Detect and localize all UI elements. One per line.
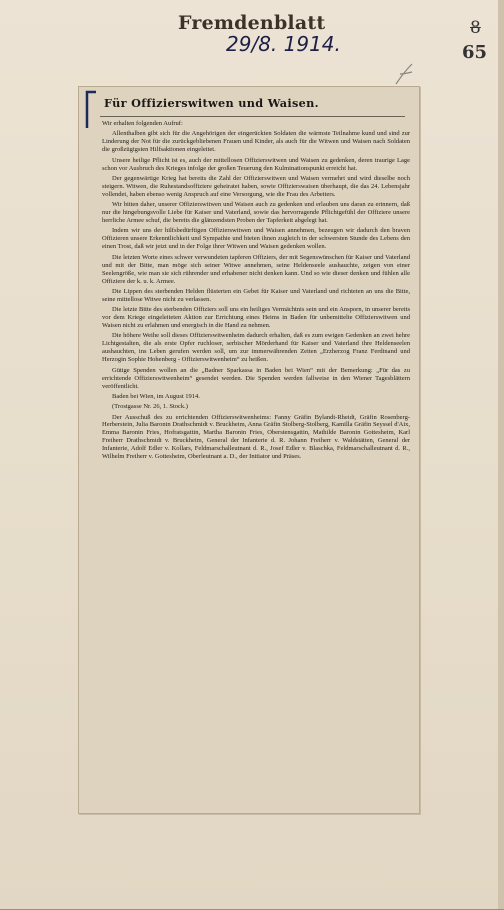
article-paragraph: Unsere heilige Pflicht ist es, auch der mittellosen Offizierswitwen und Waisen zu gedenken, deren traurige Lage schon vor Ausbruch des Krieges infolge der großen Teuerung den Kulminationspunkt erreicht hat. — [102, 156, 410, 172]
crossed-folio-number: 8 — [470, 18, 481, 38]
headline-divider — [100, 116, 405, 117]
article-paragraph: Wir erhalten folgenden Aufruf: — [102, 120, 183, 127]
page-edge — [498, 0, 504, 910]
article-body — [102, 120, 410, 464]
clipping-bracket-icon — [84, 90, 98, 130]
article-paragraph: Die höhere Weihe soll dieses Offizierswitwenheim dadurch erhalten, daß es zum ewigen Gedenken an zwei hehre Lichtgestalten, die als erste Opfer ruchloser, serbischer Mörderhand für Kaiser und Vaterland ihre Heldenseelen aushauchten, ins Leben gerufen werden soll, um zur immerwährenden Zeiten „Erzherzog Franz Ferdinand und Herzogin Sophie Hohenberg - Offizierswitwenheim“ zu heißen. — [102, 332, 410, 364]
article-paragraph: Der gegenwärtige Krieg hat bereits die Zahl der Offizierswitwen und Waisen vermehrt und wird dieselbe noch steigern. Witwen, die Ruhestandsoffiziere geheiratet haben, sowie Offizierswaisen überhaupt, die das 24. Lebensjahr vollendet, haben ebenso wenig Anspruch auf eine Versorgung, wie die Frau des Arbeiters. — [102, 174, 410, 198]
handwritten-date: 29/8. 1914. — [226, 32, 341, 56]
place-date-line: Baden bei Wien, im August 1914. — [112, 392, 200, 400]
article-paragraph: Die letzte Bitte des sterbenden Offiziers soll uns ein heiliges Vermächtnis sein und ein Ansporn, in unserer bereits vor dem Kriege eingeleiteten Aktion zur Errichtung eines Heims in Baden für unbemittelte Offizierswitwen und Waisen nicht zu erlahmen und energisch in die Hand zu nehmen. — [102, 306, 410, 330]
article-paragraph: Wir bitten daher, unserer Offizierswitwen und Waisen auch zu gedenken und erlauben uns daran zu erinnern, daß nur die hingebungsvolle Liebe für Kaiser und Vaterland, sowie das hervorragende Pflichtgefühl der Offiziere unsere herrliche Armee schuf, die bereits die glänzendsten Proben der Tapferkeit abgelegt hat. — [102, 201, 410, 225]
article-paragraph: Indem wir uns der hilfsbedürftigen Offizierswitwen und Waisen annehmen, bezeugen wir dadurch den braven Offizieren unsere Erkenntlichkeit und Sympathie und bieten ihnen zugleich in der schwersten Stunde des Lebens den einen Trost, daß wir jetzt und in der Folge ihrer Witwen und Waisen gedenken wollen. — [102, 227, 410, 251]
article-paragraph: Gütige Spenden wollen an die „Badner Sparkassa in Baden bei Wien“ mit der Bemerkung: „Für das zu errichtende Offizierswitwenheim“ gesendet werden. Die Spenden werden fallweise in den Wiener Tagesblättern veröffentlicht. — [102, 366, 410, 390]
article-paragraph: Allenthalben gibt sich für die Angehörigen der eingerückten Soldaten die wärmste Teilnahme kund und sind zur Linderung der Not für die zurückgebliebenen Frauen und Kinder, als auch für die Witwen und Waisen nach Soldaten die großzügigsten Hilfsaktionen eingeleitet. — [102, 130, 410, 154]
article-paragraph: Die Lippen des sterbenden Helden flüsterten ein Gebet für Kaiser und Vaterland und richteten an uns die Bitte, seine mittellose Witwe nicht zu verlassen. — [102, 287, 410, 303]
folio-number: 65 — [462, 42, 488, 63]
article-paragraph: Die letzten Worte eines schwer verwundeten tapferen Offiziers, der mit Segenswünschen für Kaiser und Vaterland und mit der Bitte, man möge sich seiner Witwe annehmen, seine Heldenseele aushauchte, zeigen von einer Seelengröße, wie man sie sich rührender und erhabener nicht denken kann. Und so wie dieser denken und fühlen alle Offiziere der k. u. k. Armee. — [102, 253, 410, 285]
committee-list: Der Ausschuß des zu errichtenden Offizierswitwenheims: Fanny Gräfin Bylandt-Rheidt, Gräfin Rosenberg-Herberstein, Julia Baronin Drathschmidt v. Bruckheim, Anna Gräfin Stolberg-Stolberg, Kamilla Gräfin Seyssel d'Aix, Emma Baronin Fries, Hofratsgattin, Martha Baronin Fries, Oberstensgattin, Mathilde Baronin Gottesheim, Karl Freiherr Drathschmidt v. Bruckheim, General der Infanterie d. R. Johann Freiherr v. Waldstätten, General der Infanterie, Adolf Edler v. Kollars, Feldmarschalleutnant d. R., Josef Edler v. Blaschka, Feldmarschalleutnant d. R., Wilhelm Freiherr v. Gottesheim, Oberleutnant a. D., der Initiator und Präses. — [102, 413, 410, 461]
newspaper-name: Fremdenblatt — [178, 12, 326, 34]
article-headline: Für Offizierswitwen und Waisen. — [104, 96, 319, 110]
address-line: (Trostgasse Nr. 26, 1. Stock.) — [112, 403, 188, 411]
